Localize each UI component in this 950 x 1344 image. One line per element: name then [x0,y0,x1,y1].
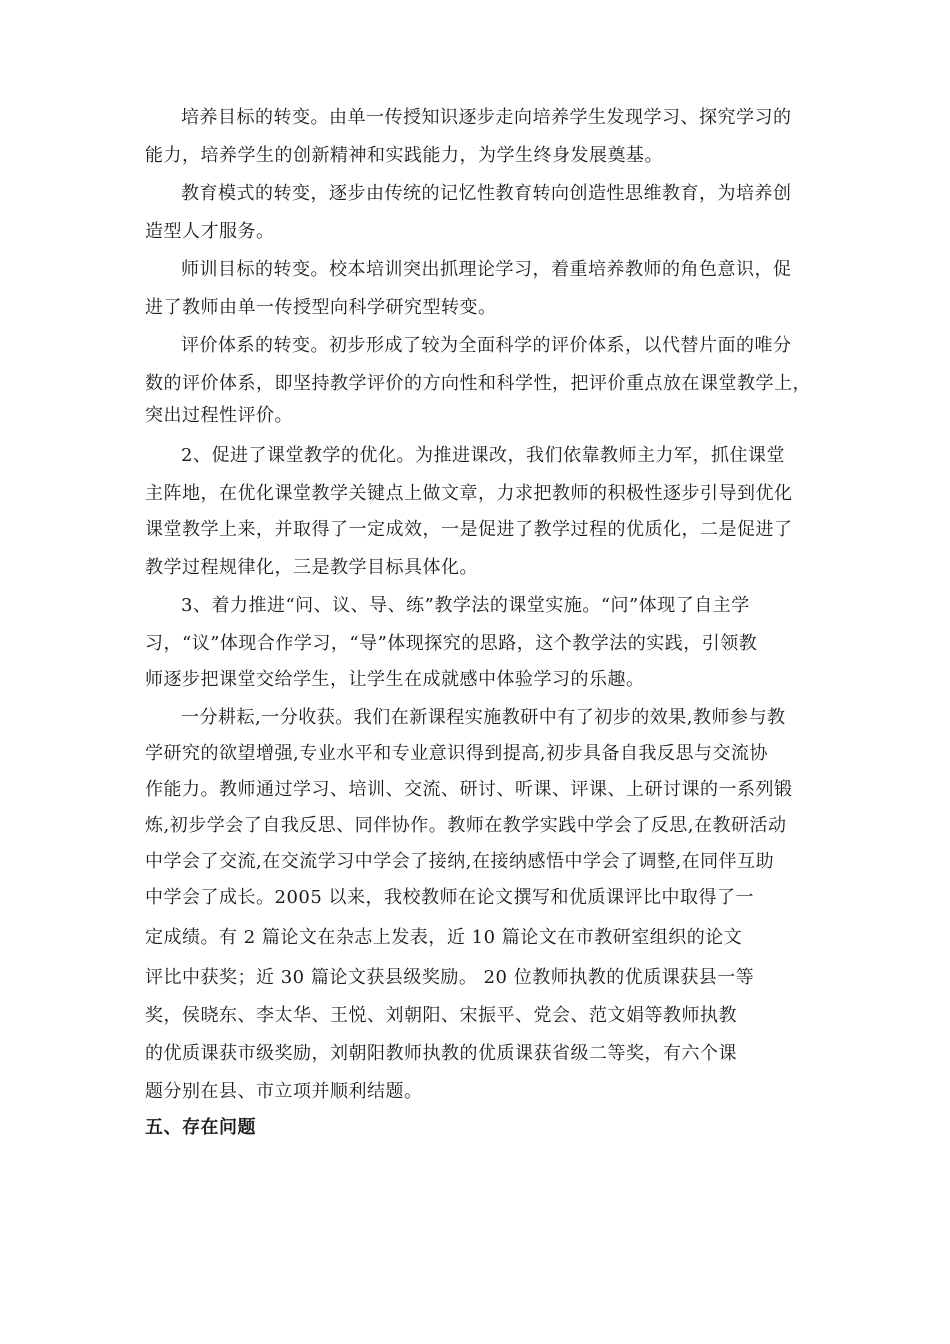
paragraph-4-line-3: 突出过程性评价。 [145,405,293,426]
paragraph-7-line-5: 中学会了交流,在交流学习中学会了接纳,在接纳感悟中学会了调整,在同伴互助 [145,851,775,872]
paragraph-7-line-4: 炼,初步学会了自我反思、同伴协作。教师在教学实践中学会了反思,在教研活动 [145,815,787,836]
paragraph-7-line-7: 定成绩。有 2 篇论文在杂志上发表，近 10 篇论文在市教研室组织的论文 [145,927,743,948]
paragraph-5-line-3: 课堂教学上来，并取得了一定成效，一是促进了教学过程的优质化，二是促进了 [145,519,793,540]
paragraph-7-line-2: 学研究的欲望增强,专业水平和专业意识得到提高,初步具备自我反思与交流协 [145,743,768,764]
paragraph-3-line-1: 师训目标的转变。校本培训突出抓理论学习，着重培养教师的角色意识，促 [181,259,792,280]
paragraph-2-line-2: 造型人才服务。 [145,221,275,242]
paragraph-1-line-2: 能力，培养学生的创新精神和实践能力，为学生终身发展奠基。 [145,145,663,166]
paragraph-7-line-1: 一分耕耘,一分收获。我们在新课程实施教研中有了初步的效果,教师参与教 [181,707,786,728]
paragraph-7-line-10: 的优质课获市级奖励，刘朝阳教师执教的优质课获省级二等奖，有六个课 [145,1043,737,1064]
paragraph-1-line-1: 培养目标的转变。由单一传授知识逐步走向培养学生发现学习、探究学习的 [181,107,792,128]
paragraph-7-line-8: 评比中获奖；近 30 篇论文获县级奖励。 20 位教师执教的优质课获县一等 [145,967,755,988]
paragraph-4-line-1: 评价体系的转变。初步形成了较为全面科学的评价体系，以代替片面的唯分 [181,335,792,356]
paragraph-6-line-1: 3、着力推进“问、议、导、练”教学法的课堂实施。“问”体现了自主学 [181,595,750,616]
paragraph-7-line-6: 中学会了成长。2005 以来，我校教师在论文撰写和优质课评比中取得了一 [145,887,755,908]
paragraph-4-line-2: 数的评价体系，即坚持教学评价的方向性和科学性，把评价重点放在课堂教学上， [145,373,811,394]
paragraph-5-line-4: 教学过程规律化，三是教学目标具体化。 [145,557,478,578]
paragraph-7-line-3: 作能力。教师通过学习、培训、交流、研讨、听课、评课、上研讨课的一系列锻 [145,779,793,800]
paragraph-2-line-1: 教育模式的转变，逐步由传统的记忆性教育转向创造性思维教育，为培养创 [181,183,792,204]
paragraph-7-line-9: 奖，侯晓东、李太华、王悦、刘朝阳、宋振平、党会、范文娟等教师执教 [145,1005,737,1026]
paragraph-5-line-2: 主阵地，在优化课堂教学关键点上做文章，力求把教师的积极性逐步引导到优化 [145,483,793,504]
paragraph-6-line-2: 习，“议”体现合作学习，“导”体现探究的思路，这个教学法的实践，引领教 [145,633,758,654]
paragraph-6-line-3: 师逐步把课堂交给学生，让学生在成就感中体验学习的乐趣。 [145,669,645,690]
paragraph-5-line-1: 2、促进了课堂教学的优化。为推进课改，我们依靠教师主力军，抓住课堂 [181,445,785,466]
paragraph-3-line-2: 进了教师由单一传授型向科学研究型转变。 [145,297,497,318]
paragraph-7-line-11: 题分别在县、市立项并顺利结题。 [145,1081,423,1102]
section-heading: 五、存在问题 [145,1117,256,1138]
